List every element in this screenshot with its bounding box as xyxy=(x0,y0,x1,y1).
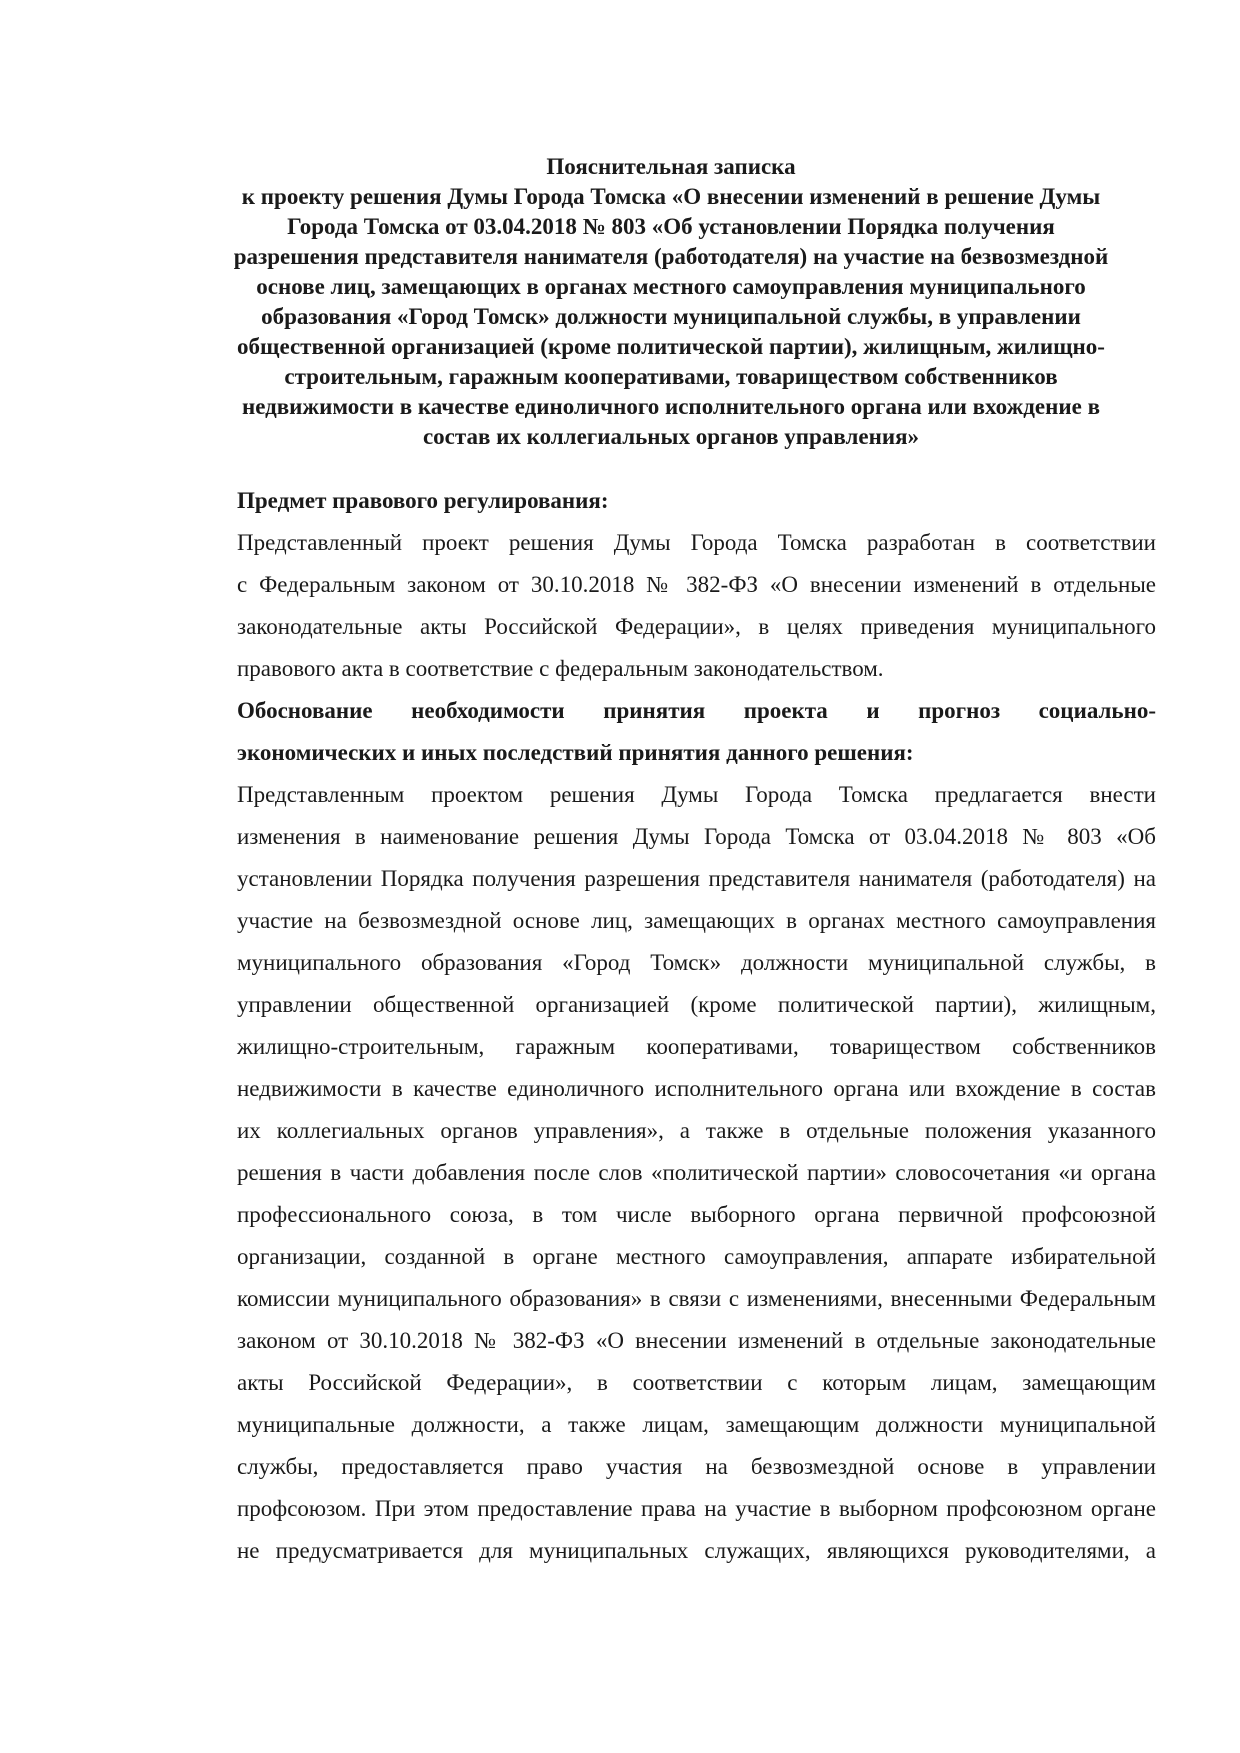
heading-line: экономических и иных последствий принятия данного решения: xyxy=(237,740,914,765)
paragraph-line: изменения в наименование решения Думы Города Томска от 03.04.2018 № 803 «Об xyxy=(237,824,1156,849)
paragraph-line: муниципальные должности, а также лицам, замещающим должности муниципальной xyxy=(237,1412,1156,1437)
paragraph-line: комиссии муниципального образования» в связи с изменениями, внесенными Федеральным xyxy=(237,1286,1156,1311)
heading-line: Обоснование необходимости принятия проекта и прогноз социально- xyxy=(237,698,1156,723)
paragraph-line: жилищно-строительным, гаражным кооперативами, товариществом собственников xyxy=(237,1034,1156,1059)
title-line: образования «Город Томск» должности муниципальной службы, в управлении xyxy=(261,304,1081,329)
paragraph-line: профессионального союза, в том числе выборного органа первичной профсоюзной xyxy=(237,1202,1156,1227)
title-line: строительным, гаражным кооперативами, товариществом собственников xyxy=(284,364,1058,389)
paragraph-subject xyxy=(178,522,1156,690)
title-line: общественной организацией (кроме политической партии), жилищным, жилищно- xyxy=(237,334,1105,359)
title-line: Пояснительная записка xyxy=(546,154,796,179)
title-line: разрешения представителя нанимателя (работодателя) на участие на безвозмездной xyxy=(233,244,1109,269)
paragraph-line: управлении общественной организацией (кроме политической партии), жилищным, xyxy=(237,992,1156,1017)
title-line: недвижимости в качестве единоличного исполнительного органа или вхождение в xyxy=(241,394,1101,419)
paragraph-line: правового акта в соответствие с федеральным законодательством. xyxy=(237,656,884,681)
title-line: состав их коллегиальных органов управления» xyxy=(422,424,920,449)
paragraph-line: с Федеральным законом от 30.10.2018 № 382-ФЗ «О внесении изменений в отдельные xyxy=(237,572,1156,597)
paragraph-line: законодательные акты Российской Федерации», в целях приведения муниципального xyxy=(237,614,1156,639)
paragraph-line: участие на безвозмездной основе лиц, замещающих в органах местного самоуправления xyxy=(237,908,1156,933)
paragraph-line: Представленный проект решения Думы Города Томска разработан в соответствии xyxy=(237,530,1156,555)
title-line: основе лиц, замещающих в органах местного самоуправления муниципального xyxy=(256,274,1086,299)
section-heading-rationale xyxy=(178,690,1156,774)
paragraph-line: профсоюзом. При этом предоставление права на участие в выборном профсоюзном органе xyxy=(237,1496,1156,1521)
title-line: к проекту решения Думы Города Томска «О внесении изменений в решение Думы xyxy=(241,184,1101,209)
paragraph-line: недвижимости в качестве единоличного исполнительного органа или вхождение в состав xyxy=(237,1076,1156,1101)
paragraph-line: установлении Порядка получения разрешения представителя нанимателя (работодателя) на xyxy=(237,866,1156,891)
section-heading-subject: Предмет правового регулирования: xyxy=(237,488,609,513)
paragraph-line: акты Российской Федерации», в соответствии с которым лицам, замещающим xyxy=(237,1370,1156,1395)
title-line: Города Томска от 03.04.2018 № 803 «Об установлении Порядка получения xyxy=(287,214,1055,239)
paragraph-line: службы, предоставляется право участия на безвозмездной основе в управлении xyxy=(237,1454,1156,1479)
paragraph-line: организации, созданной в органе местного самоуправления, аппарате избирательной xyxy=(237,1244,1156,1269)
paragraph-rationale xyxy=(178,774,1156,1572)
paragraph-line: муниципального образования «Город Томск» должности муниципальной службы, в xyxy=(237,950,1156,975)
paragraph-line: законом от 30.10.2018 № 382-ФЗ «О внесении изменений в отдельные законодательные xyxy=(237,1328,1156,1353)
paragraph-line: Представленным проектом решения Думы Города Томска предлагается внести xyxy=(237,782,1156,807)
paragraph-line: решения в части добавления после слов «политической партии» словосочетания «и органа xyxy=(237,1160,1156,1185)
paragraph-line: их коллегиальных органов управления», а также в отдельные положения указанного xyxy=(237,1118,1156,1143)
paragraph-line: не предусматривается для муниципальных служащих, являющихся руководителями, а xyxy=(237,1538,1156,1563)
document-title xyxy=(186,152,1156,452)
